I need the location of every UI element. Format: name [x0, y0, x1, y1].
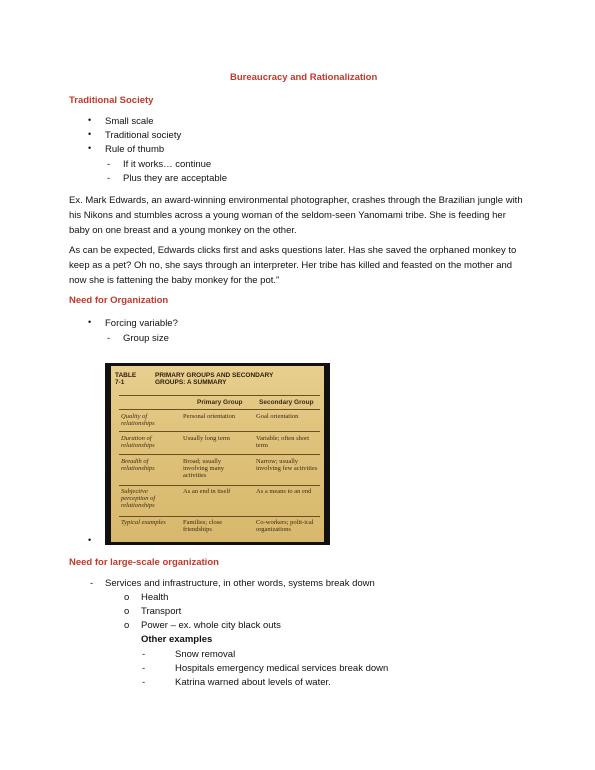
table-cell: Usually long term [183, 435, 230, 442]
section-heading-large-scale-organization: Need for large-scale organization [69, 557, 219, 568]
table-cell: As a means to an end [256, 488, 312, 495]
list-item: Services and infrastructure, in other words, systems break down [105, 578, 375, 589]
list-item: Traditional society [105, 130, 182, 141]
sub-list-item: Hospitals emergency medical services break down [175, 663, 389, 674]
table-row-label: Breadth of relationships [121, 458, 155, 473]
circle-bullet-icon: o [124, 620, 130, 631]
table-cell: As an end in itself [183, 488, 231, 495]
table-cell: Variable; often short term [256, 435, 310, 450]
other-examples-label: Other examples [141, 634, 213, 645]
table-image [105, 363, 330, 545]
sub-list-item: Power – ex. whole city black outs [141, 620, 281, 631]
table-caption: PRIMARY GROUPS AND SECONDARY GROUPS: A SUMMARY [155, 372, 274, 387]
dash-icon: - [90, 578, 94, 589]
page-title: Bureaucracy and Rationalization [230, 72, 378, 83]
sub-list-item: Katrina warned about levels of water. [175, 677, 331, 688]
dash-icon: - [142, 663, 146, 674]
dash-icon: - [142, 649, 146, 660]
table-cell: Personal orientation [183, 413, 236, 420]
circle-bullet-icon: o [124, 606, 130, 617]
table-row-label: Duration of relationships [121, 435, 155, 450]
paragraph-continued: As can be expected, Edwards clicks first and asks questions later. Has she saved the orphaned monkey to keep as a pet? Oh no, she says through an interpreter. Her tribe has killed and feasted on the mother and now she is fattening the baby monkey for the pot.” [69, 245, 517, 286]
dash-icon: - [107, 173, 111, 184]
table-row-label: Quality of relationships [121, 413, 155, 428]
table-cell: Families; close friendships [183, 519, 223, 534]
bullet-icon: • [88, 317, 92, 327]
sub-list-item: Group size [123, 333, 169, 344]
table-cell: Narrow; usually involving few activities [256, 458, 318, 473]
table-label: TABLE 7-1 [115, 372, 137, 387]
table-row-label: Typical examples [121, 519, 166, 526]
table-cell: Goal orientation [256, 413, 299, 420]
list-item: Rule of thumb [105, 144, 165, 155]
bullet-icon: • [88, 535, 92, 545]
section-heading-need-for-organization: Need for Organization [69, 295, 169, 306]
sub-list-item: If it works… continue [123, 159, 212, 170]
list-item: Small scale [105, 116, 154, 127]
dash-icon: - [107, 159, 111, 170]
sub-list-item: Health [141, 592, 169, 603]
paragraph-example: Ex. Mark Edwards, an award-winning environmental photographer, crashes through the Brazilian jungle with his Nikons and stumbles across a young woman of the seldom-seen Yanomami tribe. She is feeding her baby on one breast and a young monkey on the other. [69, 195, 523, 236]
sub-list-item: Snow removal [175, 649, 236, 660]
column-header-secondary: Secondary Group [259, 399, 314, 406]
dash-icon: - [142, 677, 146, 688]
list-item: Forcing variable? [105, 318, 178, 329]
bullet-icon: • [88, 115, 92, 125]
table-row-label: Subjective perception of relationships [121, 488, 156, 510]
bullet-icon: • [88, 129, 92, 139]
table-cell: Broad; usually involving many activities [183, 458, 224, 480]
sub-list-item: Transport [141, 606, 182, 617]
bullet-icon: • [88, 143, 92, 153]
table-cell: Co-workers; polit-ical organizations [256, 519, 314, 534]
circle-bullet-icon: o [124, 592, 130, 603]
section-heading-traditional-society: Traditional Society [69, 95, 154, 106]
dash-icon: - [107, 333, 111, 344]
sub-list-item: Plus they are acceptable [123, 173, 228, 184]
column-header-primary: Primary Group [197, 399, 243, 406]
